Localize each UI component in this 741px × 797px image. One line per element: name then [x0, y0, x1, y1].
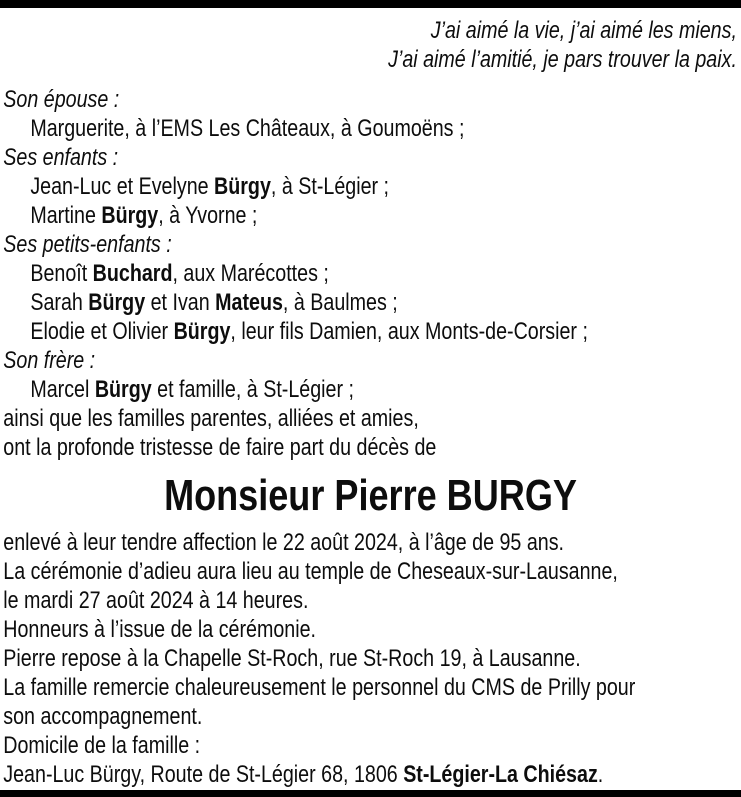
notice-line: [3, 288, 741, 317]
notice-line: [3, 557, 741, 586]
notice-line: [3, 143, 741, 172]
text-segment: et Ivan: [145, 289, 216, 316]
surname-bold: Bürgy: [88, 289, 146, 316]
family-section: [0, 85, 741, 462]
notice-line: [3, 317, 741, 346]
surname-bold: Bürgy: [101, 202, 159, 229]
notice-line: [3, 404, 741, 433]
notice-line: [3, 433, 741, 462]
notice-line: [3, 85, 741, 114]
notice-content: [0, 8, 741, 789]
text-segment: Son épouse :: [3, 86, 120, 113]
surname-bold: Bürgy: [94, 376, 152, 403]
text-segment: enlevé à leur tendre affection le 22 août 2024, à l’âge de 95 ans.: [3, 529, 565, 556]
surname-bold: St-Légier-La Chiésaz: [403, 761, 598, 788]
notice-line: [3, 586, 741, 615]
notice-line: [3, 644, 741, 673]
text-segment: le mardi 27 août 2024 à 14 heures.: [3, 587, 309, 614]
epigraph-line: J’ai aimé la vie, j’ai aimé les miens,: [430, 17, 737, 44]
notice-line: [3, 259, 741, 288]
text-segment: , à St-Légier ;: [270, 173, 389, 200]
text-segment: Sarah: [30, 289, 89, 316]
text-segment: Son frère :: [3, 347, 96, 374]
text-segment: Elodie et Olivier: [30, 318, 174, 345]
notice-line: [3, 760, 741, 789]
notice-line: [3, 673, 741, 702]
text-segment: Pierre repose à la Chapelle St-Roch, rue St-Roch 19, à Lausanne.: [3, 645, 581, 672]
notice-line: [3, 528, 741, 557]
top-rule: [0, 0, 741, 8]
text-segment: son accompagnement.: [3, 703, 203, 730]
text-segment: , leur fils Damien, aux Monts-de-Corsier ;: [230, 318, 588, 345]
surname-bold: Buchard: [92, 260, 173, 287]
text-segment: Benoît: [30, 260, 93, 287]
deceased-name-title: Monsieur Pierre BURGY: [164, 471, 577, 520]
notice-line: [3, 201, 741, 230]
details-section: [0, 528, 741, 789]
text-segment: Ses petits-enfants :: [3, 231, 172, 258]
notice-line: [3, 230, 741, 259]
bottom-rule: [0, 790, 741, 797]
text-segment: et famille, à St-Légier ;: [151, 376, 354, 403]
text-segment: La famille remercie chaleureusement le personnel du CMS de Prilly pour: [3, 674, 636, 701]
text-segment: Domicile de la famille :: [3, 732, 201, 759]
notice-line: [3, 731, 741, 760]
text-segment: , à Yvorne ;: [158, 202, 258, 229]
epigraph: [0, 16, 741, 74]
text-segment: ainsi que les familles parentes, alliées et amies,: [3, 405, 419, 432]
notice-line: [3, 615, 741, 644]
text-segment: Martine: [30, 202, 102, 229]
text-segment: Honneurs à l’issue de la cérémonie.: [3, 616, 317, 643]
text-segment: .: [597, 761, 604, 788]
surname-bold: Bürgy: [173, 318, 231, 345]
text-segment: Jean-Luc Bürgy, Route de St-Légier 68, 1806: [3, 761, 404, 788]
text-segment: ont la profonde tristesse de faire part du décès de: [3, 434, 437, 461]
text-segment: La cérémonie d’adieu aura lieu au temple de Cheseaux-sur-Lausanne,: [3, 558, 618, 585]
notice-line: [3, 114, 741, 143]
text-segment: Jean-Luc et Evelyne: [30, 173, 215, 200]
notice-line: [3, 172, 741, 201]
notice-line: [3, 702, 741, 731]
surname-bold: Mateus: [215, 289, 283, 316]
surname-bold: Bürgy: [214, 173, 271, 200]
text-segment: , aux Marécottes ;: [172, 260, 329, 287]
text-segment: Marcel: [30, 376, 95, 403]
text-segment: Ses enfants :: [3, 144, 119, 171]
text-segment: Marguerite, à l’EMS Les Châteaux, à Goumoëns ;: [30, 115, 465, 142]
notice-line: [3, 375, 741, 404]
text-segment: , à Baulmes ;: [282, 289, 398, 316]
notice-line: [3, 346, 741, 375]
epigraph-line: J’ai aimé l’amitié, je pars trouver la paix.: [388, 46, 737, 73]
